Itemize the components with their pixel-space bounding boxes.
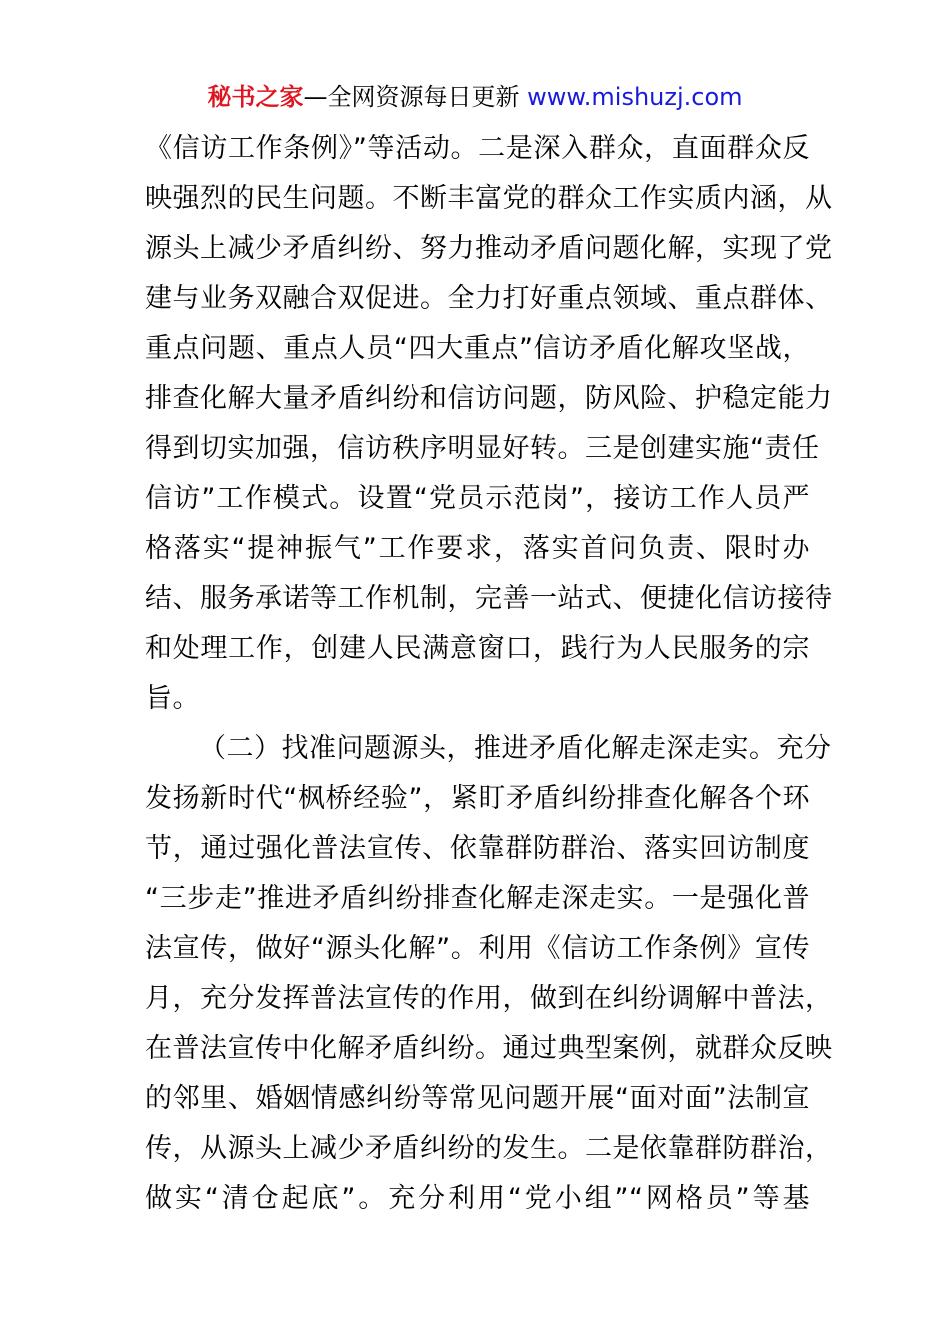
text-line: 月，充分发挥普法宣传的作用，做到在纠纷调解中普法，	[145, 983, 833, 1014]
section-heading-line: （二）找准问题源头，推进矛盾化解走深走实。充分	[199, 733, 832, 764]
document-body	[145, 124, 833, 1224]
site-header	[0, 80, 950, 114]
text-line: 在普法宣传中化解矛盾纠纷。通过典型案例，就群众反映	[145, 1033, 833, 1064]
text-line: 结、服务承诺等工作机制，完善一站式、便捷化信访接待	[145, 583, 833, 614]
text-line: 《信访工作条例》”等活动。二是深入群众，直面群众反	[145, 133, 810, 164]
text-line: 排查化解大量矛盾纠纷和信访问题，防风险、护稳定能力	[145, 383, 833, 414]
text-line: 的邻里、婚姻情感纠纷等常见问题开展“面对面”法制宣	[145, 1083, 810, 1114]
text-line: 法宣传，做好“源头化解”。利用《信访工作条例》宣传	[145, 933, 810, 964]
text-line: 格落实“提神振气”工作要求，落实首问负责、限时办	[145, 533, 810, 564]
text-line: 和处理工作，创建人民满意窗口，践行为人民服务的宗	[145, 633, 810, 664]
text-line: 节，通过强化普法宣传、依靠群防群治、落实回访制度	[145, 833, 810, 864]
site-brand: 秘书之家	[207, 83, 304, 111]
text-line: 得到切实加强，信访秩序明显好转。三是创建实施“责任	[145, 433, 820, 464]
text-line: 传，从源头上减少矛盾纠纷的发生。二是依靠群防群治，	[145, 1133, 833, 1164]
text-line: 建与业务双融合双促进。全力打好重点领域、重点群体、	[145, 283, 833, 314]
text-line: 重点问题、重点人员“四大重点”信访矛盾化解攻坚战，	[145, 333, 810, 364]
text-line: 映强烈的民生问题。不断丰富党的群众工作实质内涵，从	[145, 183, 833, 214]
text-line: 做实“清仓起底”。充分利用“党小组”“网格员”等基	[145, 1183, 810, 1214]
text-line: 发扬新时代“枫桥经验”，紧盯矛盾纠纷排查化解各个环	[145, 783, 810, 814]
text-line: 信访”工作模式。设置“党员示范岗”，接访工作人员严	[145, 483, 810, 514]
site-tagline: —全网资源每日更新	[303, 83, 520, 111]
text-line: “三步走”推进矛盾纠纷排查化解走深走实。一是强化普	[145, 883, 810, 914]
paragraph-end-line: 旨。	[145, 683, 200, 714]
text-line: 源头上减少矛盾纠纷、努力推动矛盾问题化解，实现了党	[145, 233, 833, 264]
site-url-link[interactable]: www.mishuzj.com	[527, 83, 743, 111]
